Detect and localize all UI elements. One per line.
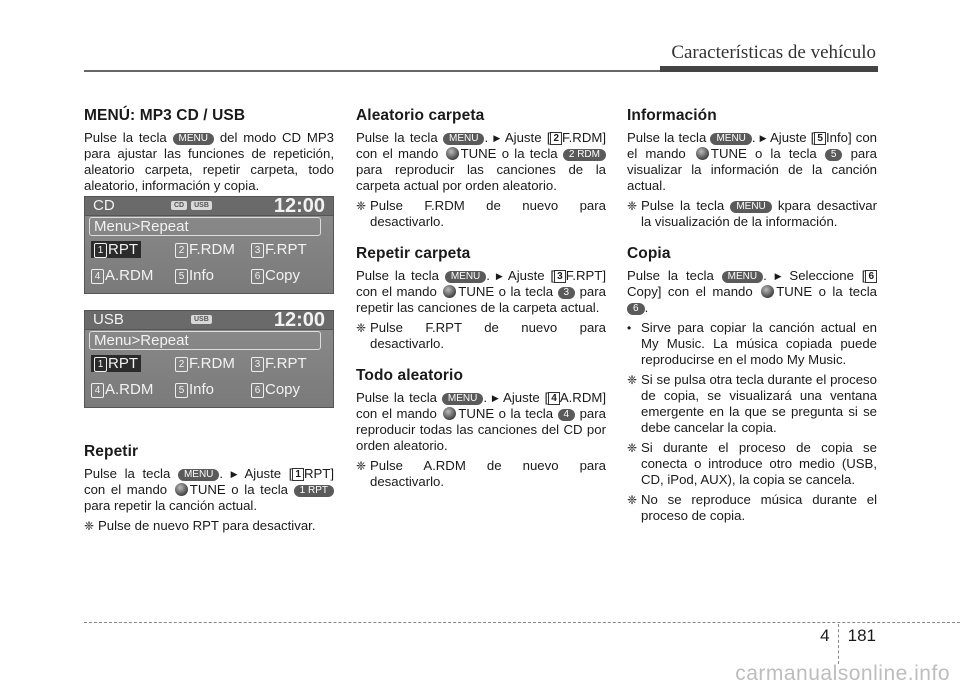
menu-key-badge: MENU <box>443 133 484 145</box>
right-arrow-icon: ▶ <box>495 271 503 281</box>
right-arrow-icon: ▶ <box>759 133 767 143</box>
note-icon: ❈ <box>356 321 367 335</box>
note: ❈ Pulse la tecla MENU kpara desactivar la visualización de la información. <box>627 198 878 229</box>
number-6-icon: 6 <box>865 270 877 283</box>
rdm-key-badge: 2 RDM <box>563 149 606 161</box>
screen-option-frdm: 2 F.RDM <box>175 355 235 372</box>
screen-option-ardm: 4 A.RDM <box>91 267 153 284</box>
menu-key-badge: MENU <box>445 271 486 283</box>
screen-option-frdm: 2 F.RDM <box>175 241 235 258</box>
screen-source-label: CD <box>93 197 115 214</box>
note: ❈ Pulse de nuevo RPT para desactivar. <box>84 518 316 533</box>
bullet-item: • Sirve para copiar la canción actual en My Music. La música copiada puede reproducirse en el modo My Music. <box>627 320 877 367</box>
column-2 <box>356 108 606 494</box>
number-1-icon: 1 <box>292 468 304 481</box>
right-arrow-icon: ▶ <box>774 271 782 281</box>
page-header-title: Características de vehículo <box>671 42 876 63</box>
repetir-text: Pulse la tecla MENU . ▶ Ajuste [ 1 RPT] con el mando TUNE o la tecla 1 RPT para repetir la canción actual. <box>84 466 335 513</box>
number-2-icon: 2 <box>550 132 562 145</box>
section-heading-menu: MENÚ: MP3 CD / USB <box>84 107 246 124</box>
screen-menu-title: Menu>Repeat <box>89 217 321 236</box>
bullet-icon: • <box>627 321 632 335</box>
section-heading-copia: Copia <box>627 245 671 262</box>
screen-option-ardm: 4 A.RDM <box>91 381 153 398</box>
tune-knob-icon <box>443 407 456 420</box>
menu-intro: Pulse la tecla MENU del modo CD MP3 para ajustar las funciones de repetición, aleatorio carpeta, repetir carpeta, todo aleatorio, información y copia. <box>84 130 334 193</box>
note: ❈ Pulse F.RDM de nuevo para desactivarlo. <box>356 198 606 229</box>
display-screen-usb <box>84 310 334 408</box>
key-3-badge: 3 <box>558 287 576 299</box>
menu-key-badge: MENU <box>722 271 763 283</box>
note-icon: ❈ <box>627 493 638 507</box>
screen-menu-title: Menu>Repeat <box>89 331 321 350</box>
screen-option-info: 5 Info <box>175 267 214 284</box>
screen-clock: 12:00 <box>273 309 325 331</box>
tune-knob-icon <box>761 285 774 298</box>
todo-aleatorio-text: Pulse la tecla MENU . ▶ Ajuste [ 4 A.RDM] con el mando TUNE o la tecla 4 para reproducir todas las canciones del CD por orden aleatorio. <box>356 390 606 453</box>
footer-rule <box>84 622 960 623</box>
watermark: carmanualsonline.info <box>735 662 950 685</box>
menu-key-badge: MENU <box>178 469 219 481</box>
right-arrow-icon: ▶ <box>491 393 499 403</box>
menu-key-badge: MENU <box>730 201 771 213</box>
page-number-value: 181 <box>847 626 876 645</box>
note-icon: ❈ <box>627 373 638 387</box>
tune-knob-icon <box>696 147 709 160</box>
repetir-carpeta-text: Pulse la tecla MENU . ▶ Ajuste [ 3 F.RPT] con el mando TUNE o la tecla 3 para repetir las canciones de la carpeta actual. <box>356 268 606 315</box>
screen-option-copy: 6 Copy <box>251 381 300 398</box>
note: ❈ Pulse A.RDM de nuevo para desactivarlo. <box>356 458 606 489</box>
informacion-text: Pulse la tecla MENU . ▶ Ajuste [ 5 Info] con el mando TUNE o la tecla 5 para visualizar la información de la canción actual. <box>627 130 877 193</box>
copia-text: Pulse la tecla MENU . ▶ Seleccione [ 6Copy] con el mando TUNE o la tecla 6 . <box>627 268 877 315</box>
key-6-badge: 6 <box>627 303 645 315</box>
note-icon: ❈ <box>356 199 367 213</box>
note-icon: ❈ <box>627 199 638 213</box>
column-3 <box>627 108 877 528</box>
section-heading-todo-aleatorio: Todo aleatorio <box>356 367 464 384</box>
note-icon: ❈ <box>356 459 367 473</box>
screen-option-rpt: 1 RPT <box>91 355 141 372</box>
note: ❈ Pulse F.RPT de nuevo para desactivarlo. <box>356 320 606 351</box>
chapter-number: 4 <box>820 626 830 645</box>
note-icon: ❈ <box>84 519 95 533</box>
number-5-icon: 5 <box>814 132 826 145</box>
number-4-icon: 4 <box>548 392 560 405</box>
tune-knob-icon <box>175 483 188 496</box>
tune-knob-icon <box>443 285 456 298</box>
usb-chip: USB <box>191 201 212 210</box>
column-1 <box>84 108 334 198</box>
aleatorio-carpeta-text: Pulse la tecla MENU . ▶ Ajuste [ 2 F.RDM] con el mando TUNE o la tecla 2 RDM para reproducir las canciones de la carpeta actual por orden aleatorio. <box>356 130 606 193</box>
right-arrow-icon: ▶ <box>230 469 238 479</box>
section-repetir <box>84 444 334 538</box>
screen-option-frpt: 3 F.RPT <box>251 241 307 258</box>
section-heading-aleatorio-carpeta: Aleatorio carpeta <box>356 107 485 124</box>
number-3-icon: 3 <box>554 270 566 283</box>
screen-option-frpt: 3 F.RPT <box>251 355 307 372</box>
note: ❈ No se reproduce música durante el proceso de copia. <box>627 492 877 523</box>
usb-chip: USB <box>191 315 212 324</box>
cd-chip: CD <box>171 201 187 210</box>
screen-option-copy: 6 Copy <box>251 267 300 284</box>
section-heading-repetir-carpeta: Repetir carpeta <box>356 245 471 262</box>
screen-clock: 12:00 <box>273 195 325 217</box>
note: ❈ Si se pulsa otra tecla durante el proceso de copia, se visualizará una ventana emergente en la que se pregunta si se debe cancelar la copia. <box>627 372 877 435</box>
section-heading-repetir: Repetir <box>84 443 139 460</box>
screen-option-info: 5 Info <box>175 381 214 398</box>
screen-source-label: USB <box>93 311 124 328</box>
note-icon: ❈ <box>627 441 638 455</box>
key-4-badge: 4 <box>558 409 576 421</box>
display-screen-cd <box>84 196 334 294</box>
key-5-badge: 5 <box>825 149 843 161</box>
menu-key-badge: MENU <box>442 393 483 405</box>
header-rule-accent <box>660 66 878 72</box>
page-number <box>820 626 876 664</box>
note: ❈ Si durante el proceso de copia se conecta o introduce otro medio (USB, CD, iPod, AUX), la copia se cancela. <box>627 440 877 487</box>
right-arrow-icon: ▶ <box>493 133 501 143</box>
tune-knob-icon <box>446 147 459 160</box>
screen-option-rpt: 1 RPT <box>91 241 141 258</box>
menu-key-badge: MENU <box>710 133 751 145</box>
section-heading-informacion: Información <box>627 107 717 124</box>
rpt-key-badge: 1 RPT <box>294 485 334 497</box>
menu-key-badge: MENU <box>173 133 214 145</box>
